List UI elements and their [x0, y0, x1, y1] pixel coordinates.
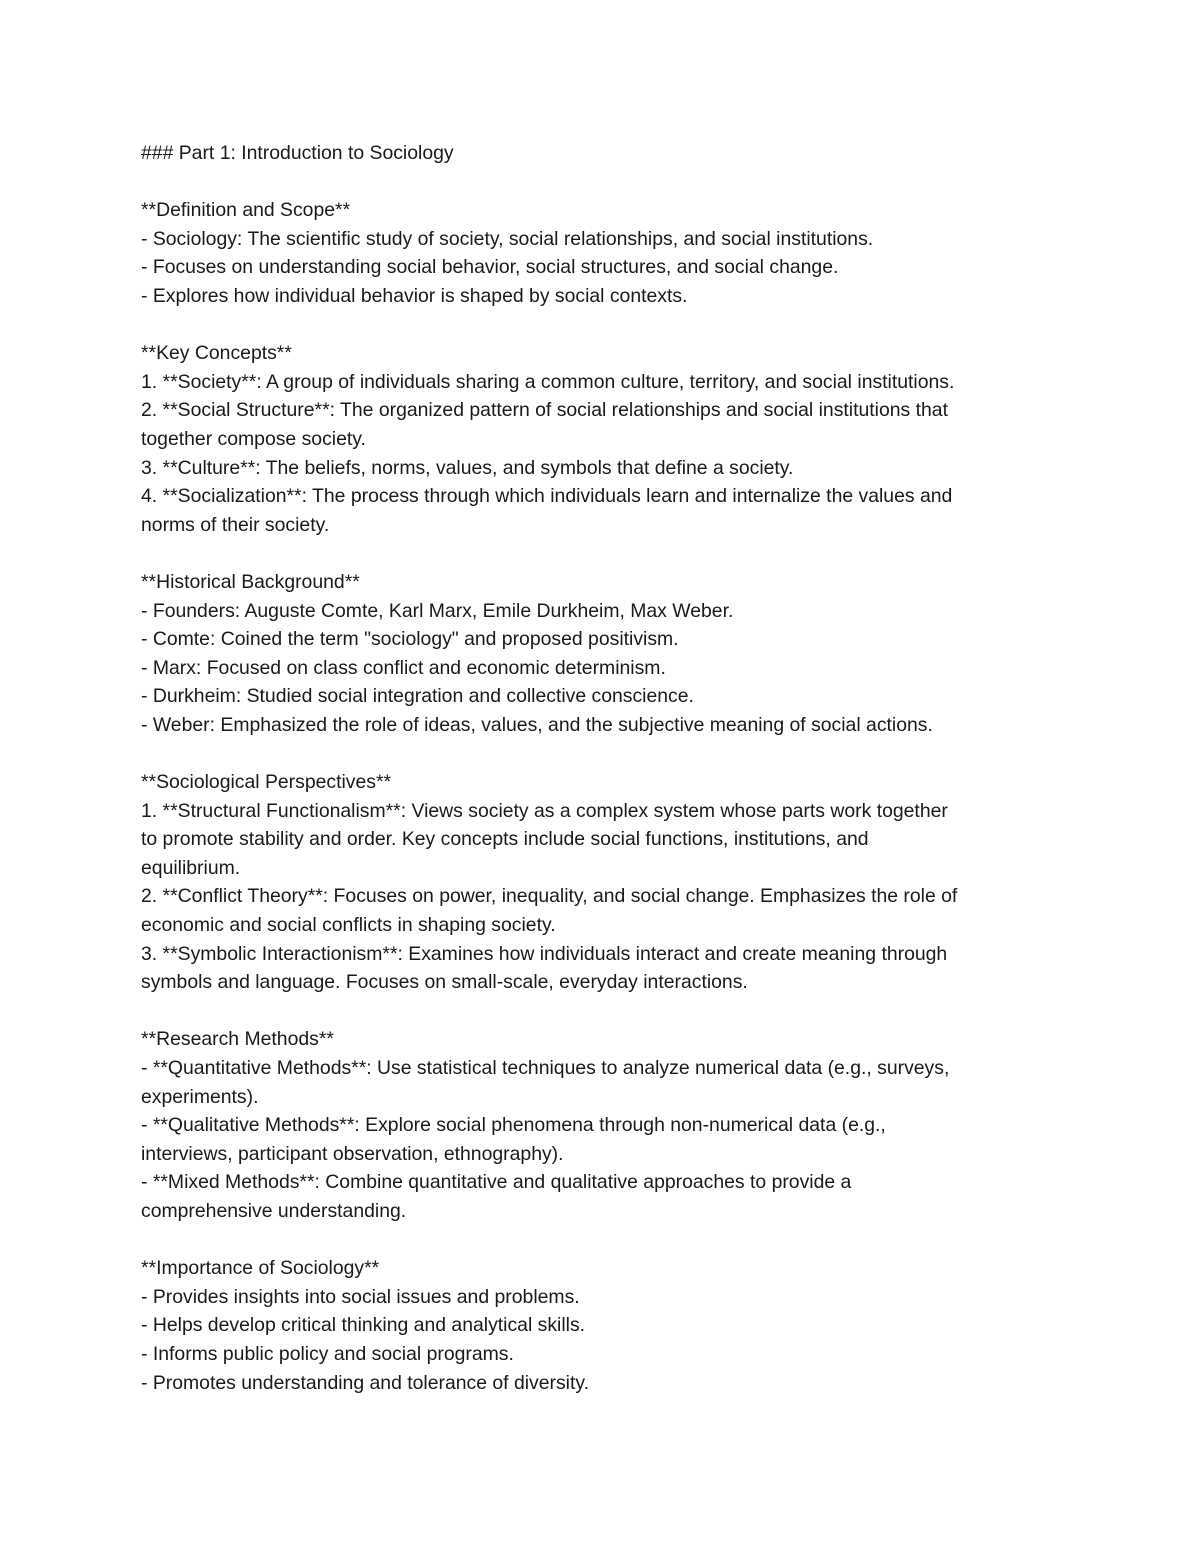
text-line: - Comte: Coined the term "sociology" and proposed positivism.	[141, 628, 679, 651]
section-heading-sociological-perspectives: **Sociological Perspectives**	[141, 771, 392, 794]
text-line: - Explores how individual behavior is shaped by social contexts.	[141, 284, 688, 307]
text-line: - Focuses on understanding social behavior, social structures, and social change.	[141, 256, 839, 279]
text-line: - Provides insights into social issues and problems.	[141, 1285, 580, 1308]
text-line: to promote stability and order. Key concepts include social functions, institutions, and	[141, 828, 869, 851]
blank-line	[141, 311, 1071, 340]
text-line: - Founders: Auguste Comte, Karl Marx, Emile Durkheim, Max Weber.	[141, 599, 734, 622]
text-line: 3. **Culture**: The beliefs, norms, values, and symbols that define a society.	[141, 456, 794, 479]
text-line: - **Qualitative Methods**: Explore social phenomena through non-numerical data (e.g.,	[141, 1114, 886, 1137]
text-line: 1. **Structural Functionalism**: Views society as a complex system whose parts work together	[141, 799, 948, 822]
text-line: 3. **Symbolic Interactionism**: Examines how individuals interact and create meaning through	[141, 942, 948, 965]
section-heading-research-methods: **Research Methods**	[141, 1028, 334, 1051]
section-heading-key-concepts: **Key Concepts**	[141, 342, 292, 365]
document-page	[141, 139, 1071, 1397]
text-line: economic and social conflicts in shaping society.	[141, 914, 556, 937]
text-line: - Informs public policy and social programs.	[141, 1342, 514, 1365]
blank-line	[141, 739, 1071, 768]
text-line: 2. **Conflict Theory**: Focuses on power, inequality, and social change. Emphasizes the role of	[141, 885, 958, 908]
text-line: norms of their society.	[141, 513, 330, 536]
text-line: together compose society.	[141, 427, 366, 450]
text-line: - Promotes understanding and tolerance of diversity.	[141, 1371, 590, 1394]
text-line: 4. **Socialization**: The process through which individuals learn and internalize the values and	[141, 485, 953, 508]
section-heading-historical-background: **Historical Background**	[141, 570, 360, 593]
section-heading-definition: **Definition and Scope**	[141, 199, 351, 222]
blank-line	[141, 1226, 1071, 1255]
blank-line	[141, 168, 1071, 197]
text-line: - **Mixed Methods**: Combine quantitative and qualitative approaches to provide a	[141, 1171, 852, 1194]
text-line: comprehensive understanding.	[141, 1199, 407, 1222]
text-line: symbols and language. Focuses on small-scale, everyday interactions.	[141, 971, 748, 994]
text-line: - Durkheim: Studied social integration and collective conscience.	[141, 685, 694, 708]
text-line: experiments).	[141, 1085, 259, 1108]
blank-line	[141, 539, 1071, 568]
text-line: - **Quantitative Methods**: Use statistical techniques to analyze numerical data (e.g., surveys,	[141, 1057, 950, 1079]
text-line: equilibrium.	[141, 856, 241, 879]
section-heading-importance: **Importance of Sociology**	[141, 1257, 380, 1280]
document-title: ### Part 1: Introduction to Sociology	[141, 142, 454, 164]
blank-line	[141, 997, 1071, 1026]
text-line: 1. **Society**: A group of individuals sharing a common culture, territory, and social institutions.	[141, 370, 955, 393]
text-line: - Helps develop critical thinking and analytical skills.	[141, 1314, 586, 1337]
text-line: 2. **Social Structure**: The organized pattern of social relationships and social institutions that	[141, 399, 948, 422]
text-line: - Sociology: The scientific study of society, social relationships, and social institutions.	[141, 227, 874, 250]
text-line: - Marx: Focused on class conflict and economic determinism.	[141, 656, 666, 679]
text-line: interviews, participant observation, ethnography).	[141, 1142, 564, 1165]
text-line: - Weber: Emphasized the role of ideas, values, and the subjective meaning of social actions.	[141, 713, 933, 736]
